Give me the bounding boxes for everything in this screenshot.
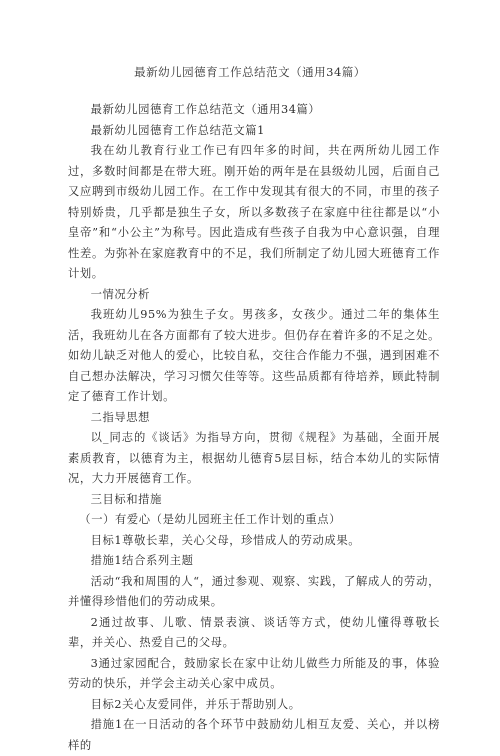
goal-2: 目标2关心友爱同伴，并乐于帮助别人。: [90, 697, 301, 711]
measure-1-text: 活动“我和周围的人“，通过参观、观察、实践，了解成人的劳动，并懂得珍惜他们的劳动成果。: [68, 574, 440, 608]
article-heading: 最新幼儿园德育工作总结范文篇1: [90, 123, 265, 137]
paragraph-situation: 我班幼儿95%为独生子女。男孩多，女孩少。通过二年的集体生活，我班幼儿在各方面都有了较大进步。但仍存在着许多的不足之处。如幼儿缺乏对他人的爱心，比较自私，交往合作能力不强，遇到困难不自己想办法解决，学习习惯欠佳等等。这些品质都有待培养，顾此特制定了德育工作计划。: [68, 308, 440, 403]
subsection-heading-love: （一）有爱心（是幼儿园班主任工作计划的重点）: [79, 513, 342, 526]
document-title: 最新幼儿园德育工作总结范文（通用34篇）: [134, 65, 366, 79]
section-heading-guiding: 二指导思想: [90, 410, 151, 424]
measure-2-text: 2通过故事、儿歌、情景表演、谈话等方式，使幼儿懂得尊敬长辈，并关心、热爱自己的父母。: [68, 615, 440, 649]
measure-1-heading: 措施1结合系列主题: [90, 554, 194, 567]
paragraph-intro: 我在幼儿教育行业工作已有四年多的时间，共在两所幼儿园工作过，多数时间都是在带大班。刚开始的两年是在县级幼儿园，后面自己又应聘到市级幼儿园工作。在工作中发现其有很大的不同，市里的孩子特别娇贵，几乎都是独生子女，所以多数孩子在家庭中往往都是以“小皇帝”和“小公主”为称号。因此造成有些孩子自我为中心意识强，自理性差。为弥补在家庭教育中的不足，我们所制定了幼儿园大班德育工作计划。: [68, 144, 440, 280]
document-body: [68, 100, 440, 756]
heading-repeat-title: 最新幼儿园德育工作总结范文（通用34篇）: [90, 103, 321, 116]
section-heading-goals: 三目标和措施: [90, 492, 162, 506]
section-heading-situation: 一情况分析: [90, 287, 151, 301]
paragraph-guiding: 以_同志的《谈话》为指导方向，贯彻《规程》为基础，全面开展素质教育，以德育为主，根据幼儿德育5层目标，结合本幼儿的实际情况，大力开展德育工作。: [68, 431, 440, 485]
measure-3-text: 3通过家园配合，鼓励家长在家中让幼儿做些力所能及的事，体验劳动的快乐，并学会主动关心家中成员。: [68, 656, 440, 690]
goal-1: 目标1尊敬长辈，关心父母，珍惜成人的劳动成果。: [90, 533, 361, 547]
goal-2-measure-1: 措施1在一日活动的各个环节中鼓励幼儿相互友爱、关心，并以榜样的: [68, 718, 440, 752]
